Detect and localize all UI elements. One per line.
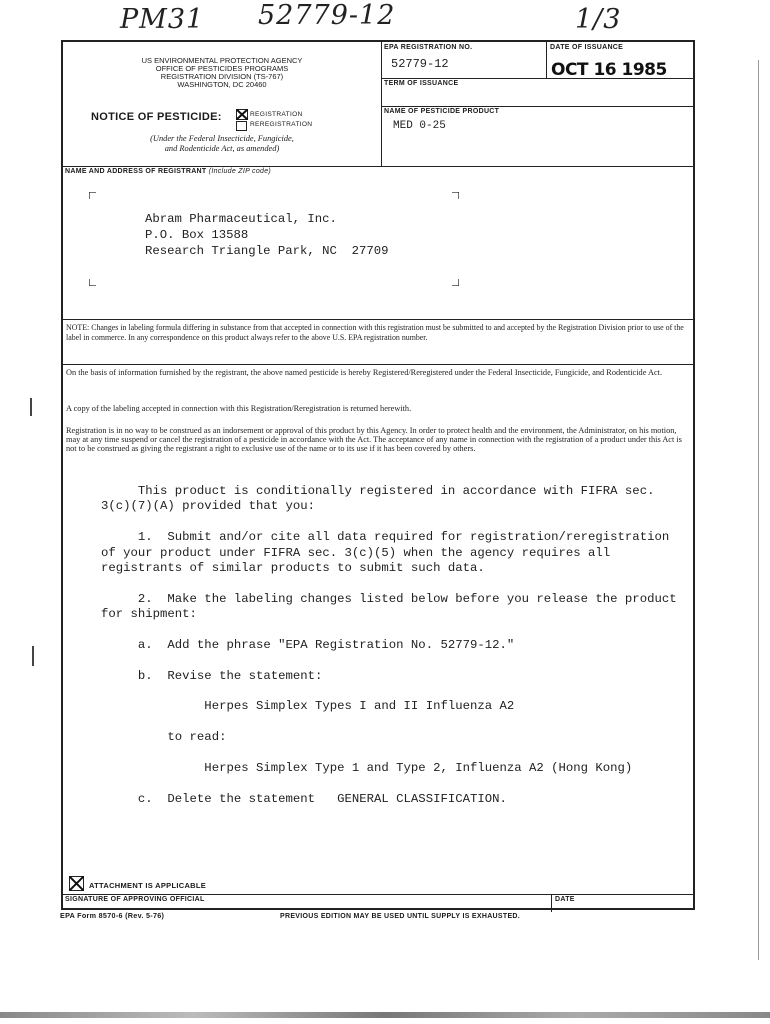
typed-line bbox=[101, 653, 677, 668]
notice-option-registration: REGISTRATION bbox=[250, 111, 303, 118]
registrant-label bbox=[65, 168, 271, 175]
reregistration-checkbox bbox=[236, 121, 247, 131]
date-column-divider bbox=[546, 42, 547, 78]
typed-line: of your product under FIFRA sec. 3(c)(5) when the agency requires all bbox=[101, 545, 611, 560]
signature-label: SIGNATURE OF APPROVING OFFICIAL bbox=[65, 896, 205, 903]
date-of-issuance-stamp: OCT 16 1985 bbox=[551, 60, 667, 80]
registration-basis-paragraph: On the basis of information furnished by the registrant, the above named pesticide is hereby Registered/Reregistered under the Federal Insecticide, Fungicide, and Rodenticide Act. bbox=[66, 368, 663, 377]
edition-note: PREVIOUS EDITION MAY BE USED UNTIL SUPPLY IS EXHAUSTED. bbox=[280, 913, 521, 920]
labeling-change-note: NOTE: Changes in labeling formula differing in substance from that accepted in connection with this registration must be submitted to and accepted by the Registration Division prior to use of the label in commerce. In any correspondence on this product always refer to the above U.S. EPA registration number. bbox=[66, 323, 684, 342]
scan-mark-left-2 bbox=[32, 646, 34, 666]
attachment-applicable-label: ATTACHMENT IS APPLICABLE bbox=[89, 881, 207, 890]
note-bottom-line bbox=[63, 364, 693, 365]
typed-line bbox=[101, 776, 677, 791]
notice-subtitle-line-1: (Under the Federal Insecticide, Fungicide, bbox=[150, 134, 294, 143]
registrant-po-box: P.O. Box 13588 bbox=[145, 228, 249, 242]
address-window-corner-tr bbox=[452, 192, 459, 199]
typed-line: c. Delete the statement GENERAL CLASSIFICATION. bbox=[101, 791, 507, 806]
typed-line: 3(c)(7)(A) provided that you: bbox=[101, 499, 316, 514]
header-bottom-line bbox=[63, 166, 693, 167]
form-number: EPA Form 8570-6 (Rev. 5-76) bbox=[60, 911, 165, 920]
typed-conditions bbox=[101, 484, 677, 807]
typed-line bbox=[101, 515, 677, 530]
typed-line bbox=[101, 576, 677, 591]
registration-number-label: EPA REGISTRATION NO. bbox=[384, 44, 473, 51]
registrant-name: Abram Pharmaceutical, Inc. bbox=[145, 212, 337, 226]
typed-line: registrants of similar products to submit such data. bbox=[101, 560, 485, 575]
typed-line: for shipment: bbox=[101, 607, 197, 622]
registration-number-value: 52779-12 bbox=[391, 57, 449, 71]
address-window-corner-tl bbox=[89, 192, 96, 199]
product-name-label: NAME OF PESTICIDE PRODUCT bbox=[384, 108, 500, 115]
notice-option-reregistration: REREGISTRATION bbox=[250, 121, 313, 128]
handwritten-registration-number: 52779-12 bbox=[258, 0, 396, 31]
signature-top-line bbox=[63, 894, 693, 895]
registrant-label-note: (Include ZIP code) bbox=[208, 168, 272, 175]
typed-line bbox=[101, 715, 677, 730]
typed-line bbox=[101, 684, 677, 699]
date-of-issuance-label: DATE OF ISSUANCE bbox=[550, 44, 624, 51]
date-field-divider bbox=[551, 894, 552, 912]
scan-edge-bottom bbox=[0, 1012, 770, 1018]
notice-subtitle-line-2: and Rodenticide Act, as amended) bbox=[164, 144, 280, 153]
scan-edge-right bbox=[758, 60, 759, 960]
registration-checkbox-checked bbox=[236, 109, 248, 120]
registrant-bottom-line bbox=[63, 319, 693, 320]
registrant-label-text: NAME AND ADDRESS OF REGISTRANT bbox=[65, 168, 207, 175]
handwritten-note-left: PM31 bbox=[120, 4, 205, 35]
agency-line-2: OFFICE OF PESTICIDES PROGRAMS bbox=[155, 64, 289, 73]
typed-line: b. Revise the statement: bbox=[101, 668, 323, 683]
labeling-copy-paragraph: A copy of the labeling accepted in connection with this Registration/Reregistration is returned herewith. bbox=[66, 404, 412, 413]
signature-date-label: DATE bbox=[555, 896, 575, 903]
header-divider bbox=[381, 42, 382, 166]
registrant-city-state-zip: Research Triangle Park, NC 27709 bbox=[145, 244, 389, 258]
no-endorsement-paragraph: Registration is in no way to be construed as an indorsement or approval of this product by this Agency. In order to protect health and the environment, the Administrator, on his motion, may at any time suspend or cancel the registration of a pesticide in accordance with the Act. The acceptance of any name in connection with the registration of a product under this Act is not to be construed as giving the registrant a right to exclusive use of the name or to its use if it has been covered by others. bbox=[66, 426, 682, 454]
typed-line: 1. Submit and/or cite all data required for registration/reregistration bbox=[101, 530, 670, 545]
scan-mark-left-1 bbox=[30, 398, 32, 416]
agency-line-1: US ENVIRONMENTAL PROTECTION AGENCY bbox=[141, 56, 303, 65]
agency-line-3: REGISTRATION DIVISION (TS-767) bbox=[160, 72, 284, 81]
typed-line: Herpes Simplex Types I and II Influenza A2 bbox=[101, 699, 515, 714]
term-of-issuance-label: TERM OF ISSUANCE bbox=[384, 80, 459, 87]
typed-line bbox=[101, 746, 677, 761]
typed-line: Herpes Simplex Type 1 and Type 2, Influenza A2 (Hong Kong) bbox=[101, 761, 633, 776]
typed-line bbox=[101, 623, 677, 638]
address-window-corner-bl bbox=[89, 279, 96, 286]
attachment-checkbox-checked bbox=[69, 876, 84, 891]
agency-line-4: WASHINGTON, DC 20460 bbox=[177, 80, 267, 89]
typed-line: to read: bbox=[101, 730, 227, 745]
notice-of-pesticide-form bbox=[61, 40, 695, 910]
notice-title: NOTICE OF PESTICIDE: bbox=[91, 111, 222, 123]
typed-line: This product is conditionally registered in accordance with FIFRA sec. bbox=[101, 484, 655, 498]
typed-line: 2. Make the labeling changes listed below before you release the product bbox=[101, 591, 677, 606]
header-divider-product bbox=[381, 106, 693, 107]
typed-line: a. Add the phrase "EPA Registration No. 52779-12." bbox=[101, 637, 515, 652]
address-window-corner-br bbox=[452, 279, 459, 286]
product-name-value: MED 0-25 bbox=[393, 120, 446, 132]
handwritten-page-count: 1/3 bbox=[575, 4, 622, 35]
